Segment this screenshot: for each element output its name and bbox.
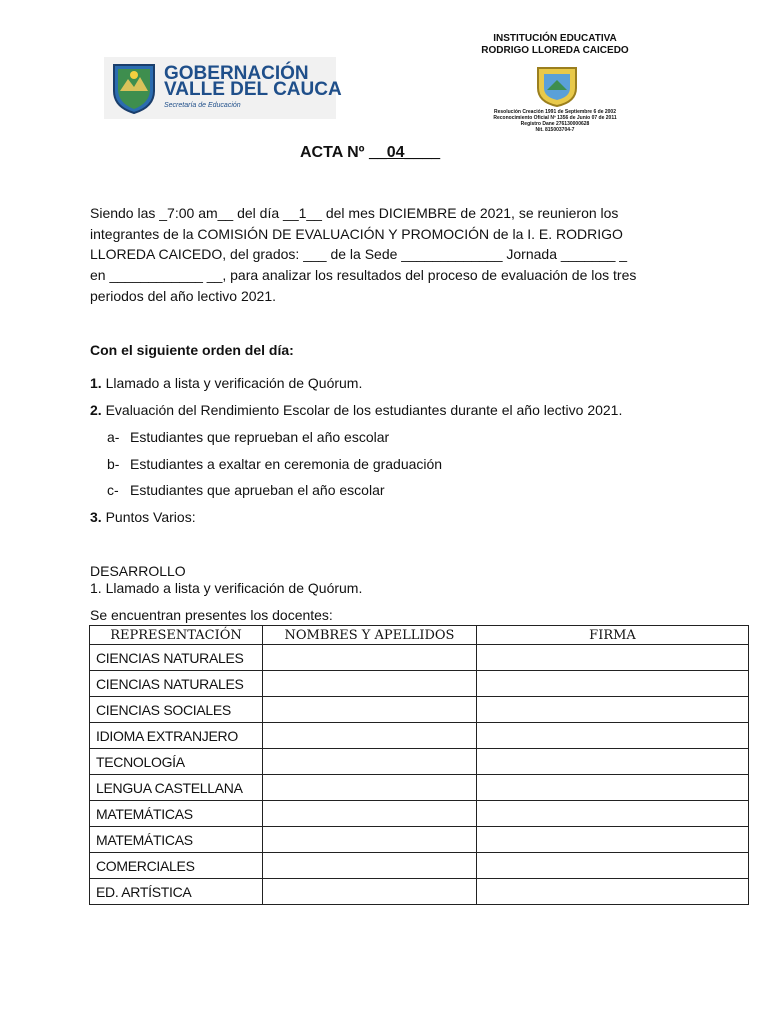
nombre-cell[interactable] [263,697,477,723]
representacion-cell: CIENCIAS SOCIALES [90,697,263,723]
agenda-item-2-text: Evaluación del Rendimiento Escolar de los estudiantes durante el año lectivo 2021. [101,402,623,418]
acta-prefix: ACTA Nº [300,144,369,161]
firma-cell[interactable] [477,645,749,671]
gobernacion-logo [104,57,342,119]
desarrollo-heading: DESARROLLO [90,563,186,579]
representacion-cell: CIENCIAS NATURALES [90,645,263,671]
firma-cell[interactable] [477,749,749,775]
nombre-cell[interactable] [263,645,477,671]
table-row [90,853,749,879]
agenda-item-2-num: 2. [90,402,102,418]
attendance-table [89,625,749,905]
representacion-cell: COMERCIALES [90,853,263,879]
firma-cell[interactable] [477,879,749,905]
nombre-cell[interactable] [263,723,477,749]
table-row [90,801,749,827]
resolution-line-2: Reconocimiento Oficial Nº 1356 de Junio 07 de 2011 [493,115,617,121]
representacion-cell: MATEMÁTICAS [90,827,263,853]
nombre-cell[interactable] [263,879,477,905]
logo-line-1: GOBERNACIÓN [164,63,309,84]
firma-cell[interactable] [477,775,749,801]
institution-name-line-2: RODRIGO LLOREDA CAICEDO [481,45,629,56]
representacion-cell: MATEMÁTICAS [90,801,263,827]
representacion-cell: LENGUA CASTELLANA [90,775,263,801]
nombre-cell[interactable] [263,801,477,827]
agenda-item-3 [90,509,196,525]
nombre-cell[interactable] [263,853,477,879]
representacion-cell: TECNOLOGÍA [90,749,263,775]
agenda-item-1 [90,375,362,391]
nombre-cell[interactable] [263,749,477,775]
desarrollo-item-1: 1. Llamado a lista y verificación de Quórum. [90,580,363,596]
agenda-heading: Con el siguiente orden del día: [90,342,294,358]
present-docentes-text: Se encuentran presentes los docentes: [90,607,333,623]
representacion-cell: ED. ARTÍSTICA [90,879,263,905]
table-row [90,671,749,697]
representacion-cell: IDIOMA EXTRANJERO [90,723,263,749]
intro-line-4: en ____________ __, para analizar los resultados del proceso de evaluación de los tres [90,267,637,284]
logo-line-2: VALLE DEL CAUCA [164,79,342,100]
resolution-line-3: Registro Dane 276130000628 [520,121,590,127]
firma-cell[interactable] [477,801,749,827]
header-nombres: NOMBRES Y APELLIDOS [263,626,477,645]
agenda-item-3-text: Puntos Varios: [101,509,196,525]
resolution-line-1: Resolución Creación 1991 de Septiembre 6 de 2002 [494,109,616,115]
firma-cell[interactable] [477,697,749,723]
institution-crest-icon [534,64,580,108]
firma-cell[interactable] [477,671,749,697]
table-row [90,775,749,801]
shield-emblem-icon [108,61,160,115]
table-row [90,827,749,853]
subitem-c-letter: c- [107,482,119,498]
agenda-subitem-c [107,482,385,498]
table-row [90,723,749,749]
acta-number: __04____ [368,144,441,161]
resolution-line-4: Nit. 815003704-7 [535,127,575,133]
table-row [90,749,749,775]
header-firma: FIRMA [477,626,749,645]
intro-line-1: Siendo las _7:00 am__ del día __1__ del mes DICIEMBRE de 2021, se reunieron los [90,205,619,221]
subitem-b-text: Estudiantes a exaltar en ceremonia de graduación [130,456,443,472]
intro-line-5: periodos del año lectivo 2021. [90,287,277,304]
firma-cell[interactable] [477,723,749,749]
agenda-item-1-text: Llamado a lista y verificación de Quórum. [101,375,363,391]
table-header-row [90,626,749,645]
intro-line-2: integrantes de la COMISIÓN DE EVALUACIÓN Y PROMOCIÓN de la I. E. RODRIGO [90,225,623,242]
subitem-a-text: Estudiantes que reprueban el año escolar [130,429,390,445]
table-row [90,645,749,671]
nombre-cell[interactable] [263,775,477,801]
agenda-subitem-b [107,456,442,472]
nombre-cell[interactable] [263,827,477,853]
intro-line-3: LLOREDA CAICEDO, del grados: ___ de la Sede _____________ Jornada _______ _ [90,246,628,263]
subitem-b-letter: b- [107,456,120,472]
agenda-subitem-a [107,429,389,445]
agenda-item-1-num: 1. [90,375,102,391]
agenda-item-3-num: 3. [90,509,102,525]
agenda-item-2 [90,402,622,418]
subitem-c-text: Estudiantes que aprueban el año escolar [130,482,385,498]
representacion-cell: CIENCIAS NATURALES [90,671,263,697]
nombre-cell[interactable] [263,671,477,697]
table-row [90,697,749,723]
header-representacion: REPRESENTACIÓN [90,626,263,645]
table-row [90,879,749,905]
intro-paragraph [90,203,680,307]
acta-title [300,144,500,162]
subitem-a-letter: a- [107,429,120,445]
firma-cell[interactable] [477,853,749,879]
logo-line-3: Secretaría de Educación [164,102,241,109]
institution-name-line-1: INSTITUCIÓN EDUCATIVA [493,33,617,44]
firma-cell[interactable] [477,827,749,853]
